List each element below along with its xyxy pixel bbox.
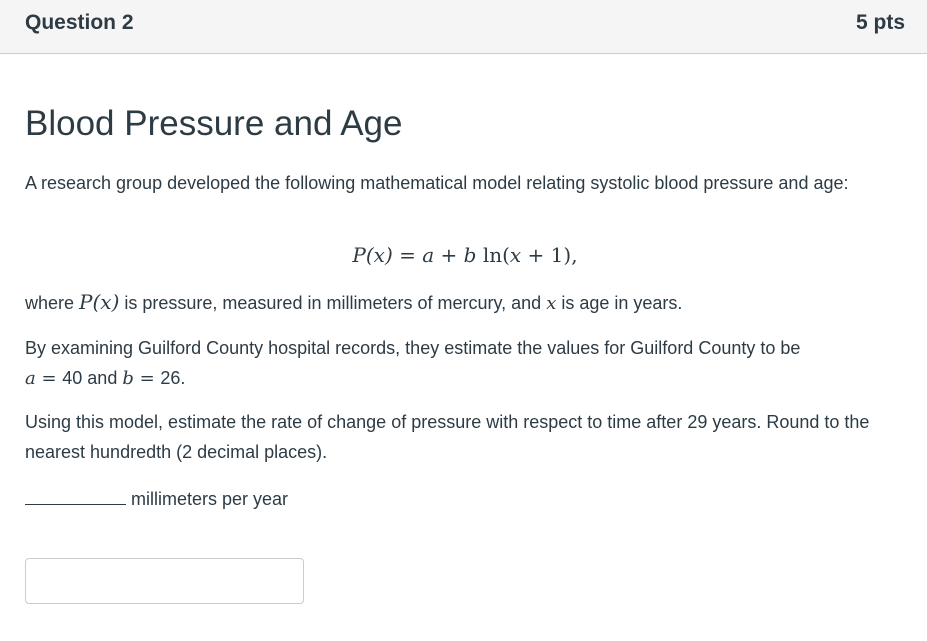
- question-points: 5 pts: [855, 11, 905, 34]
- estimate-eq2: =: [133, 368, 161, 389]
- where-suffix: is age in years.: [556, 293, 683, 313]
- formula-plus-one: + 1),: [521, 243, 578, 267]
- answer-blank-row: [25, 484, 288, 514]
- estimate-eq1: =: [35, 368, 63, 389]
- answer-blank-line: [25, 484, 126, 505]
- where-x: x: [546, 293, 557, 314]
- formula-x: x: [509, 243, 522, 267]
- intro-paragraph: A research group developed the following mathematical model relating systolic blood pressure and age:: [25, 173, 849, 193]
- formula-equals: =: [392, 243, 423, 267]
- estimate-b: b: [122, 368, 134, 389]
- where-paragraph: [25, 287, 905, 319]
- formula-ln: ln(: [476, 243, 510, 267]
- formula-b: b: [463, 243, 477, 267]
- question-title: Question 2: [25, 11, 134, 34]
- estimate-b-value: 26.: [160, 368, 186, 388]
- formula-plus: +: [434, 243, 464, 267]
- answer-input[interactable]: [25, 558, 304, 604]
- estimate-text: By examining Guilford County hospital records, they estimate the values for Guilford County to be: [25, 338, 801, 358]
- blank-units: millimeters per year: [131, 489, 289, 509]
- formula: [25, 240, 905, 270]
- estimate-a-value: 40: [62, 368, 83, 388]
- formula-lhs: P(x): [352, 243, 393, 267]
- estimate-a: a: [25, 368, 36, 389]
- where-prefix: where: [25, 293, 80, 313]
- estimate-and: and: [82, 368, 123, 388]
- where-px: P(x): [79, 290, 120, 314]
- question-header: [0, 0, 927, 54]
- page-title: Blood Pressure and Age: [25, 104, 403, 143]
- estimate-paragraph: [25, 333, 905, 394]
- formula-a: a: [422, 243, 435, 267]
- where-middle: is pressure, measured in millimeters of mercury, and: [119, 293, 547, 313]
- question-paragraph: Using this model, estimate the rate of change of pressure with respect to time after 29 years. Round to the nearest hundredth (2 decimal places).: [25, 412, 870, 462]
